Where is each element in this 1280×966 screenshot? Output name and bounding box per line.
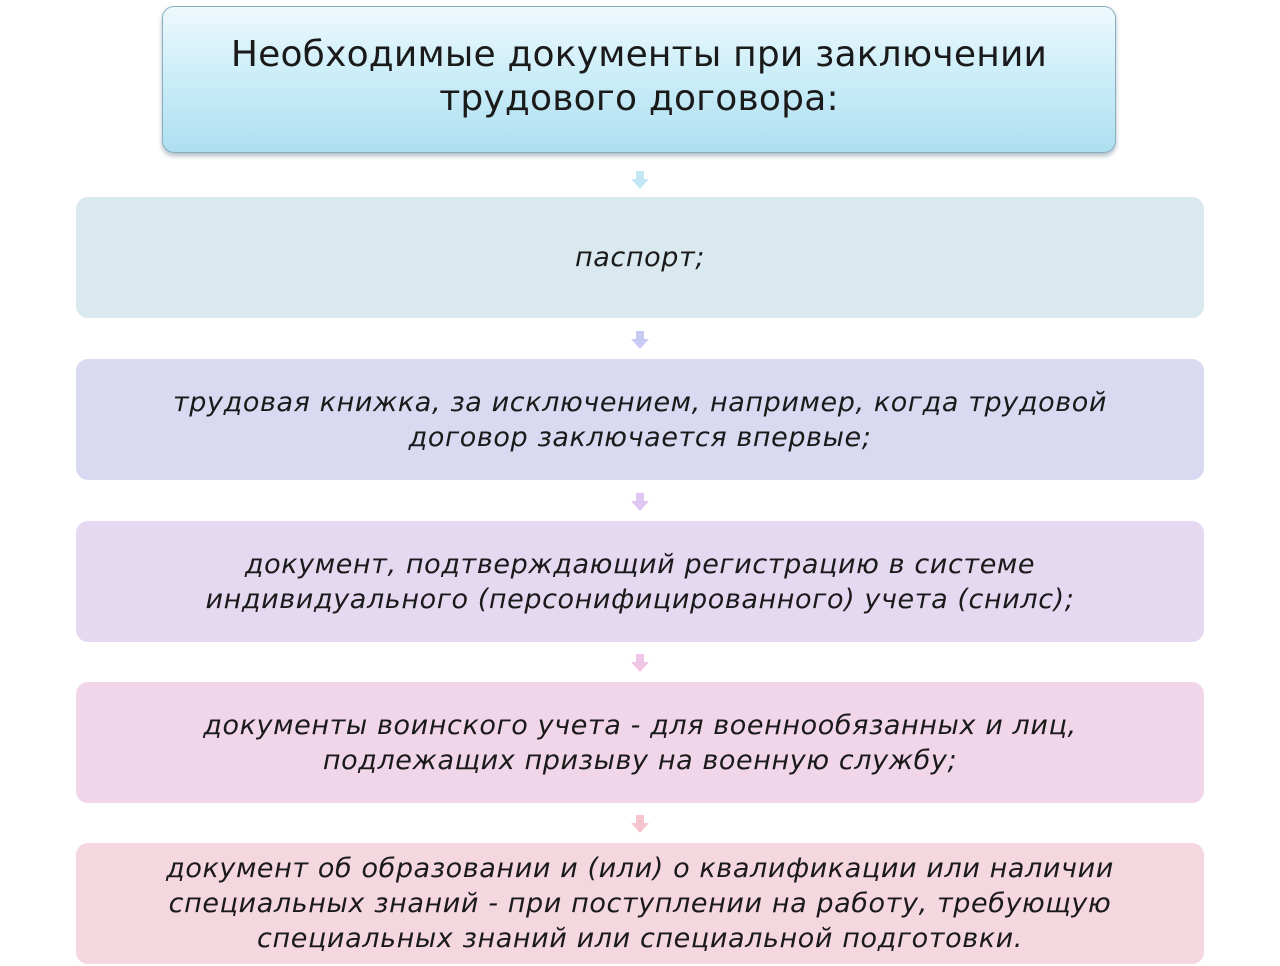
document-item-education [76, 843, 1204, 964]
title-box [162, 6, 1116, 153]
down-arrow-icon [630, 814, 650, 834]
document-item-military [76, 682, 1204, 803]
document-item-text: документ об образовании и (или) о квалификации или наличии специальных знаний - при поступлении на работу, требующую специальных знаний или специальной подготовки. [166, 853, 1114, 954]
document-item-work-book [76, 359, 1204, 480]
down-arrow-icon [630, 330, 650, 350]
document-item-text: документ, подтверждающий регистрацию в системе индивидуального (персонифицированного) учета (снилс); [205, 548, 1075, 615]
down-arrow-icon [630, 492, 650, 512]
down-arrow-icon [630, 653, 650, 673]
document-item-registration [76, 521, 1204, 642]
document-item-text: паспорт; [575, 242, 705, 273]
diagram-title: Необходимые документы при заключении трудового договора: [230, 33, 1048, 119]
document-item-passport [76, 197, 1204, 318]
document-item-text: трудовая книжка, за исключением, например, когда трудовой договор заключается впервые; [172, 386, 1108, 453]
document-item-text: документы воинского учета - для военнообязанных и лиц, подлежащих призыву на военную службу; [203, 709, 1077, 776]
down-arrow-icon [630, 170, 650, 190]
